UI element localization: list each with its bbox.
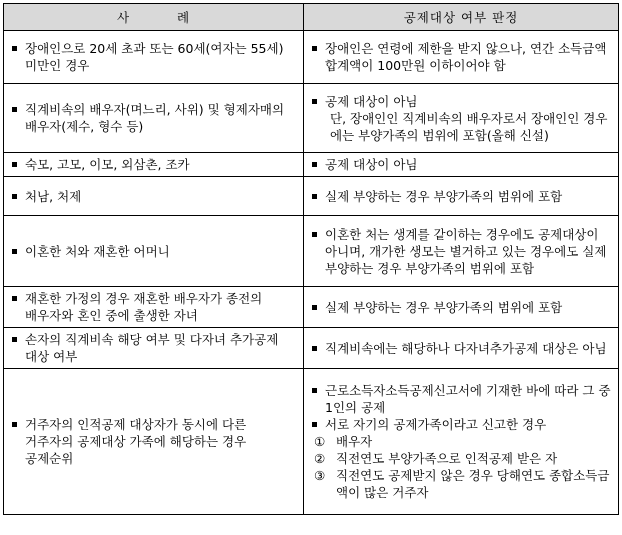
judgment-text: 실제 부양하는 경우 부양가족의 범위에 포함 [325,299,563,315]
header-case: 사 례 [4,4,304,31]
case-text: 이혼한 처와 재혼한 어머니 [25,243,170,259]
table-row [4,31,619,84]
judgment-cell [304,177,619,216]
case-text: 장애인으로 20세 초과 또는 60세(여자는 55세) 미만인 경우 [25,41,284,73]
bullet-icon [312,232,317,237]
judgment-cell [304,216,619,287]
bullet-icon [312,99,317,104]
bullet-icon [312,388,317,393]
judgment-cell [304,153,619,177]
priority-number: ① [314,434,326,449]
judgment-note: 단, 장애인인 직계비속의 배우자로서 장애인인 경우에는 부양가족의 범위에 포함(올해 신설) [330,110,608,143]
judgment-text: 근로소득자소득공제신고서에 기재한 바에 따라 그 중 1인의 공제 [325,383,611,415]
table-row [4,153,619,177]
judgment-text: 실제 부양하는 경우 부양가족의 범위에 포함 [325,188,563,204]
priority-item [312,433,613,450]
table-row [4,84,619,153]
bullet-icon [312,422,317,427]
priority-number: ② [314,451,326,466]
case-text: 숙모, 고모, 이모, 외삼촌, 조카 [25,157,190,172]
case-cell [4,177,304,216]
table-row [4,287,619,328]
table-row [4,177,619,216]
case-cell [4,328,304,369]
priority-text: 직전연도 부양가족으로 인적공제 받은 자 [336,451,558,466]
bullet-icon [12,296,17,301]
judgment-text-2: 서로 자기의 공제가족이라고 신고한 경우 [325,417,547,432]
bullet-icon [312,194,317,199]
table-row [4,216,619,287]
judgment-cell [304,31,619,84]
bullet-icon [12,249,17,254]
judgment-text: 이혼한 처는 생계를 같이하는 경우에도 공제대상이 아니며, 개가한 생모는 별거하고 있는 경우에도 실제 부양하는 경우 부양가족의 범위에 포함 [325,226,607,276]
priority-text: 배우자 [336,434,373,449]
deduction-table [3,3,619,515]
judgment-cell [304,369,619,515]
case-cell [4,369,304,515]
case-cell [4,31,304,84]
bullet-icon [12,46,17,51]
case-text: 거주자의 인적공제 대상자가 동시에 다른 거주자의 공제대상 가족에 해당하는 경우 공제순위 [25,417,247,466]
bullet-icon [12,422,17,427]
case-cell [4,153,304,177]
priority-item [312,467,613,501]
judgment-cell [304,84,619,153]
judgment-text: 장애인은 연령에 제한을 받지 않으나, 연간 소득금액 합계액이 100만원 이하이어야 함 [325,41,607,73]
judgment-cell [304,287,619,328]
case-cell [4,287,304,328]
priority-text: 직전연도 공제받지 않은 경우 당해연도 종합소득금액이 많은 거주자 [336,468,610,500]
case-text: 직계비속의 배우자(며느리, 사위) 및 형제자매의 배우자(제수, 형수 등) [25,102,285,134]
priority-item [312,450,613,467]
judgment-text: 직계비속에는 해당하나 다자녀추가공제 대상은 아님 [325,340,607,356]
header-row [4,4,619,31]
bullet-icon [12,194,17,199]
bullet-icon [312,162,317,167]
table-row [4,328,619,369]
judgment-text: 공제 대상이 아님 [325,157,418,172]
header-judgment: 공제대상 여부 판정 [304,4,619,31]
priority-number: ③ [314,468,326,483]
case-text: 손자의 직계비속 해당 여부 및 다자녀 추가공제 대상 여부 [25,332,279,364]
bullet-icon [312,305,317,310]
bullet-icon [12,162,17,167]
judgment-cell [304,328,619,369]
table-row [4,369,619,515]
case-text: 재혼한 가정의 경우 재혼한 배우자가 종전의 배우자와 혼인 중에 출생한 자녀 [25,291,263,323]
bullet-icon [12,337,17,342]
judgment-text: 공제 대상이 아님 [325,93,418,109]
case-cell [4,216,304,287]
bullet-icon [312,346,317,351]
case-text: 처남, 처제 [25,188,82,204]
case-cell [4,84,304,153]
bullet-icon [12,107,17,112]
bullet-icon [312,46,317,51]
